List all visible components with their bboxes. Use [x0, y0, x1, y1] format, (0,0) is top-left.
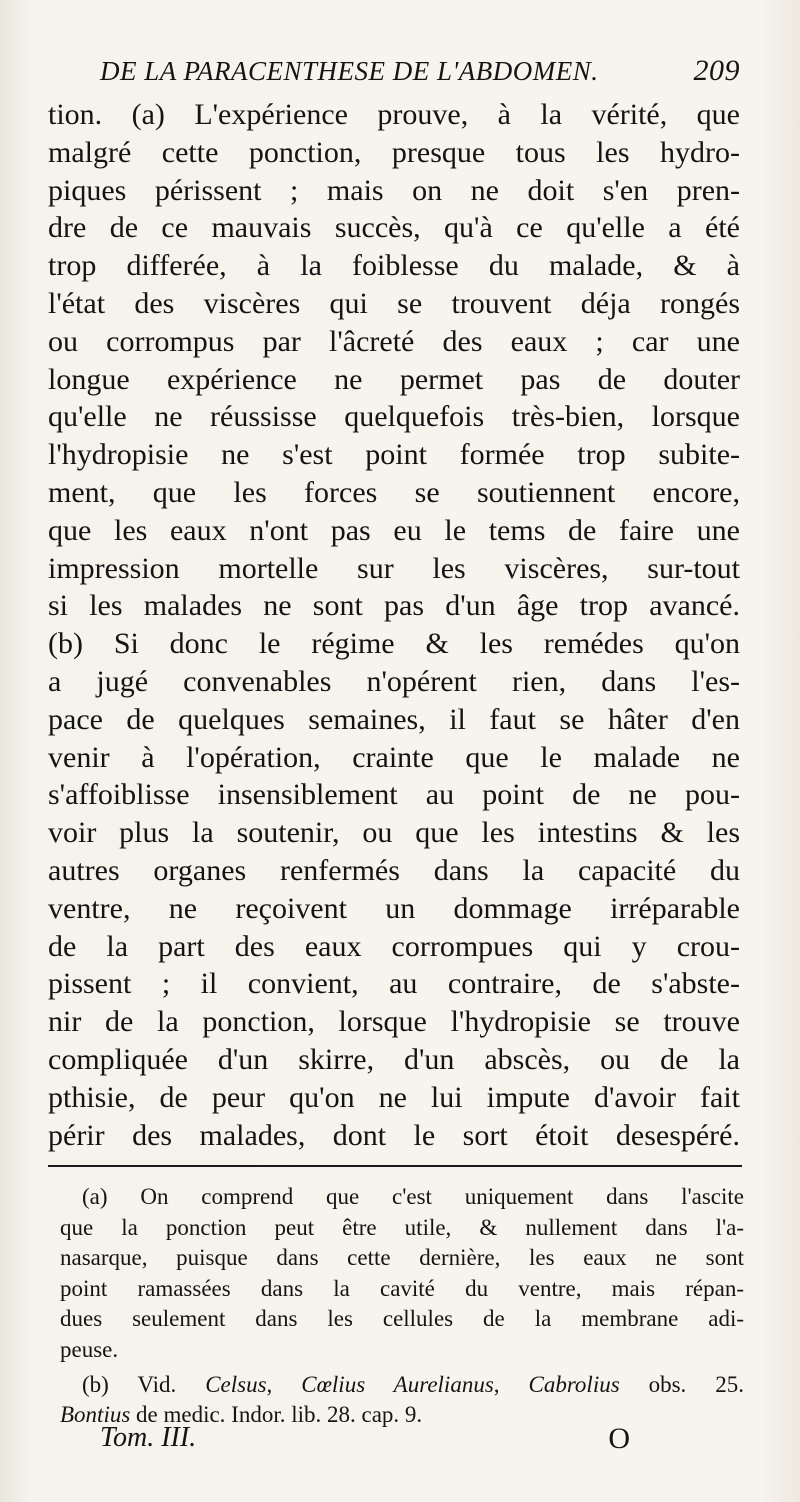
- text-line: tion. (a) L'expérience prouve, à la vérité, que: [48, 98, 740, 131]
- main-text: [48, 96, 740, 1154]
- text-line: l'hydropisie ne s'est point formée trop subite-: [48, 438, 740, 472]
- text-line: ou corrompus par l'âcreté des eaux ; car une: [48, 324, 740, 358]
- text-line: trop differée, à la foiblesse du malade, & à: [48, 249, 740, 283]
- text-line: voir plus la soutenir, ou que les intestins & les: [48, 816, 740, 850]
- sheet-mark: O: [608, 1422, 630, 1455]
- page-header: [100, 50, 740, 94]
- text-line: périr des malades, dont le sort étoit desespéré.: [48, 1118, 740, 1152]
- cabrolius-reference: obs. 25.: [648, 1371, 744, 1397]
- text-line: nir de la ponction, lorsque l'hydropisie se trouve: [48, 1005, 740, 1039]
- bontius-reference: de medic. Indor. lib. 28. cap. 9.: [136, 1402, 423, 1428]
- text-line: malgré cette ponction, presque tous les hydro-: [48, 135, 740, 169]
- text-line: piques périssent ; mais on ne doit s'en pren-: [48, 173, 740, 207]
- footnote-a-line: peuse.: [60, 1336, 119, 1362]
- text-line: venir à l'opération, crainte que le malade ne: [48, 740, 740, 774]
- footnote-a-line: que la ponction peut être utile, & nullement dans l'a-: [60, 1214, 744, 1240]
- running-title: DE LA PARACENTHESE DE L'ABDOMEN.: [100, 56, 599, 86]
- text-line: ment, que les forces se soutiennent encore,: [48, 475, 740, 509]
- text-line: compliquée d'un skirre, d'un abscès, ou de la: [48, 1042, 740, 1076]
- text-line: a jugé convenables n'opérent rien, dans l'es-: [48, 664, 740, 698]
- author-aurelianus: Cœlius Aurelianus: [301, 1371, 494, 1397]
- footnote-b-marker: (b) Vid.: [82, 1371, 177, 1397]
- text-line: s'affoiblisse insensiblement au point de ne pou-: [48, 778, 740, 812]
- author-bontius: Bontius: [60, 1402, 131, 1428]
- text-line: pthisie, de peur qu'on ne lui impute d'avoir fait: [48, 1080, 740, 1114]
- author-celsus: Celsus: [205, 1371, 267, 1397]
- text-line: qu'elle ne réussisse quelquefois très-bien, lorsque: [48, 400, 740, 434]
- volume-signature: Tom. III.: [100, 1422, 197, 1453]
- page-footer: [100, 1422, 630, 1462]
- footnote-separator: [48, 1165, 742, 1167]
- footnote-a-line: (a) On comprend que c'est uniquement dans l'ascite: [82, 1184, 744, 1209]
- footnote-a-line: nasarque, puisque dans cette dernière, les eaux ne sont: [60, 1245, 744, 1271]
- text-line: pace de quelques semaines, il faut se hâter d'en: [48, 702, 740, 736]
- footnotes: [60, 1182, 744, 1431]
- footnote-b-line: (b) Vid. Celsus, Cœlius Aurelianus, Cabrolius obs. 25.: [82, 1371, 744, 1397]
- text-line: ventre, ne reçoivent un dommage irréparable: [48, 891, 740, 925]
- page-number: 209: [693, 54, 740, 87]
- text-line: longue expérience ne permet pas de douter: [48, 362, 740, 396]
- text-line: de la part des eaux corrompues qui y crou-: [48, 929, 740, 963]
- footnote-a-line: dues seulement dans les cellules de la membrane adi-: [60, 1306, 744, 1332]
- text-line: (b) Si donc le régime & les remédes qu'on: [48, 627, 740, 661]
- author-cabrolius: Cabrolius: [528, 1371, 620, 1397]
- footnote-a-line: point ramassées dans la cavité du ventre, mais répan-: [60, 1275, 744, 1301]
- text-line: si les malades ne sont pas d'un âge trop avancé.: [48, 589, 740, 623]
- text-line: pissent ; il convient, au contraire, de s'abste-: [48, 967, 740, 1001]
- text-line: autres organes renfermés dans la capacité du: [48, 853, 740, 887]
- text-line: que les eaux n'ont pas eu le tems de faire une: [48, 513, 740, 547]
- text-line: dre de ce mauvais succès, qu'à ce qu'elle a été: [48, 211, 740, 245]
- text-line: l'état des viscères qui se trouvent déja rongés: [48, 286, 740, 320]
- text-line: impression mortelle sur les viscères, sur-tout: [48, 551, 740, 585]
